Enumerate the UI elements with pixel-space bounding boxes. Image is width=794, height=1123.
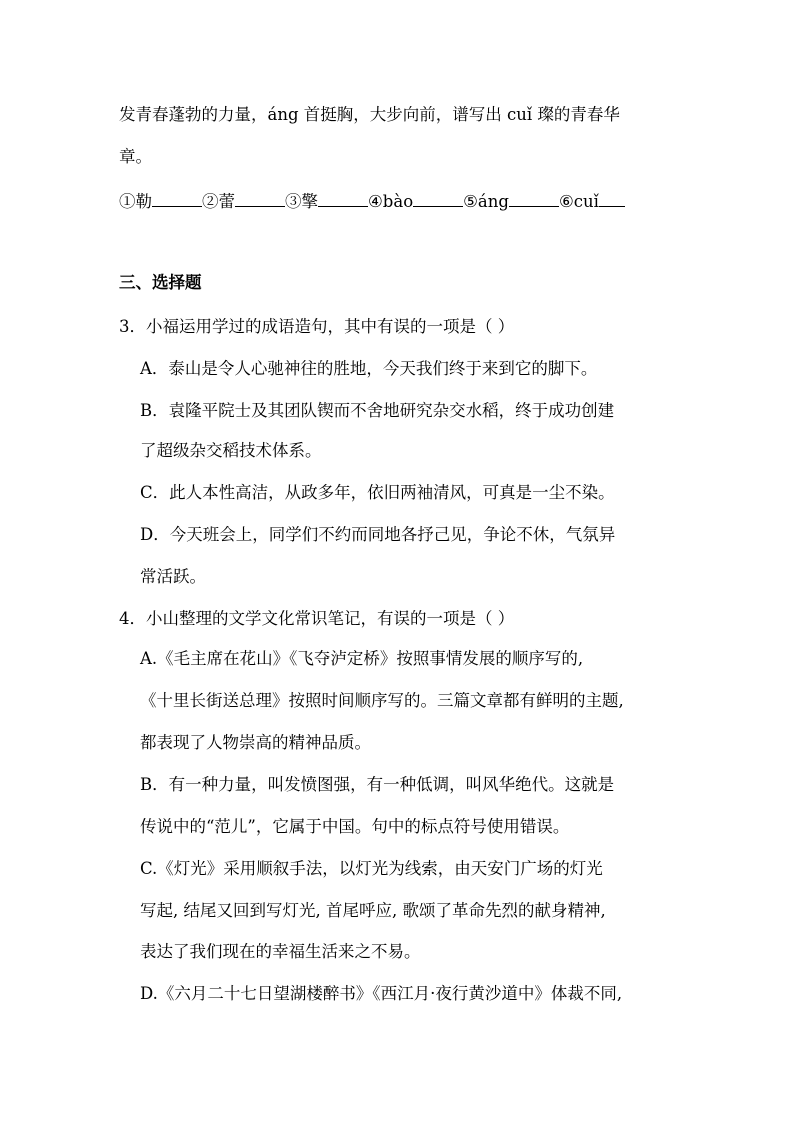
- q4-option-a-line-1: A.《毛主席在花山》《飞夺泸定桥》按照事情发展的顺序写的,: [140, 649, 584, 668]
- q4-option-a-line-2: 《十里长街送总理》按照时间顺序写的。三篇文章都有鲜明的主题,: [140, 691, 624, 710]
- q4-option-b-line-2: 传说中的“范儿”，它属于中国。句中的标点符号使用错误。: [140, 817, 570, 836]
- q4-option-b-line-1: B．有一种力量，叫发愤图强，有一种低调，叫风华绝代。这就是: [140, 775, 615, 794]
- section-title: 三、选择题: [119, 273, 202, 292]
- q4-option-c-line-2: 写起, 结尾又回到写灯光, 首尾呼应, 歌颂了革命先烈的献身精神,: [140, 901, 606, 920]
- blank-item-1: ①勒: [119, 190, 202, 213]
- answer-blank: [509, 190, 559, 207]
- blank-item-2: ②蕾: [202, 190, 285, 213]
- q3-option-b-line-2: 了超级杂交稻技术体系。: [140, 441, 322, 460]
- question-4-stem: 4．小山整理的文学文化常识笔记，有误的一项是（ ）: [119, 609, 515, 628]
- answer-blank: [235, 190, 285, 207]
- answer-blank: [599, 190, 625, 207]
- blank-item-4: ④bào: [368, 190, 463, 213]
- q3-option-b-line-1: B．袁隆平院士及其团队锲而不舍地研究杂交水稻，终于成功创建: [140, 401, 615, 420]
- blank-item-5: ⑤áng: [463, 190, 559, 213]
- blank-item-6: ⑥cuǐ: [559, 190, 625, 213]
- answer-blank: [152, 190, 202, 207]
- blank-item-3: ③擎: [285, 190, 368, 213]
- q4-option-d-line-1: D.《六月二十七日望湖楼醉书》《西江月·夜行黄沙道中》体裁不同,: [140, 984, 623, 1003]
- answer-blank: [413, 190, 463, 207]
- blank-list: [119, 190, 625, 213]
- q3-option-d-line-1: D．今天班会上，同学们不约而同地各抒己见，争论不休，气氛异: [140, 525, 616, 544]
- q3-option-a: A．泰山是令人心驰神往的胜地，今天我们终于来到它的脚下。: [140, 359, 598, 378]
- q3-option-c: C．此人本性高洁，从政多年，依旧两袖清风，可真是一尘不染。: [140, 483, 615, 502]
- answer-blank: [318, 190, 368, 207]
- q4-option-c-line-3: 表达了我们现在的幸福生活来之不易。: [140, 942, 421, 961]
- intro-line-1: 发青春蓬勃的力量，áng 首挺胸，大步向前，谱写出 cuǐ 璨的青春华: [119, 105, 620, 124]
- intro-line-2: 章。: [119, 147, 152, 166]
- question-3-stem: 3．小福运用学过的成语造句，其中有误的一项是（ ）: [119, 317, 515, 336]
- q3-option-d-line-2: 常活跃。: [140, 567, 206, 586]
- q4-option-c-line-1: C.《灯光》采用顺叙手法，以灯光为线索，由天安门广场的灯光: [140, 859, 603, 878]
- q4-option-a-line-3: 都表现了人物崇高的精神品质。: [140, 733, 371, 752]
